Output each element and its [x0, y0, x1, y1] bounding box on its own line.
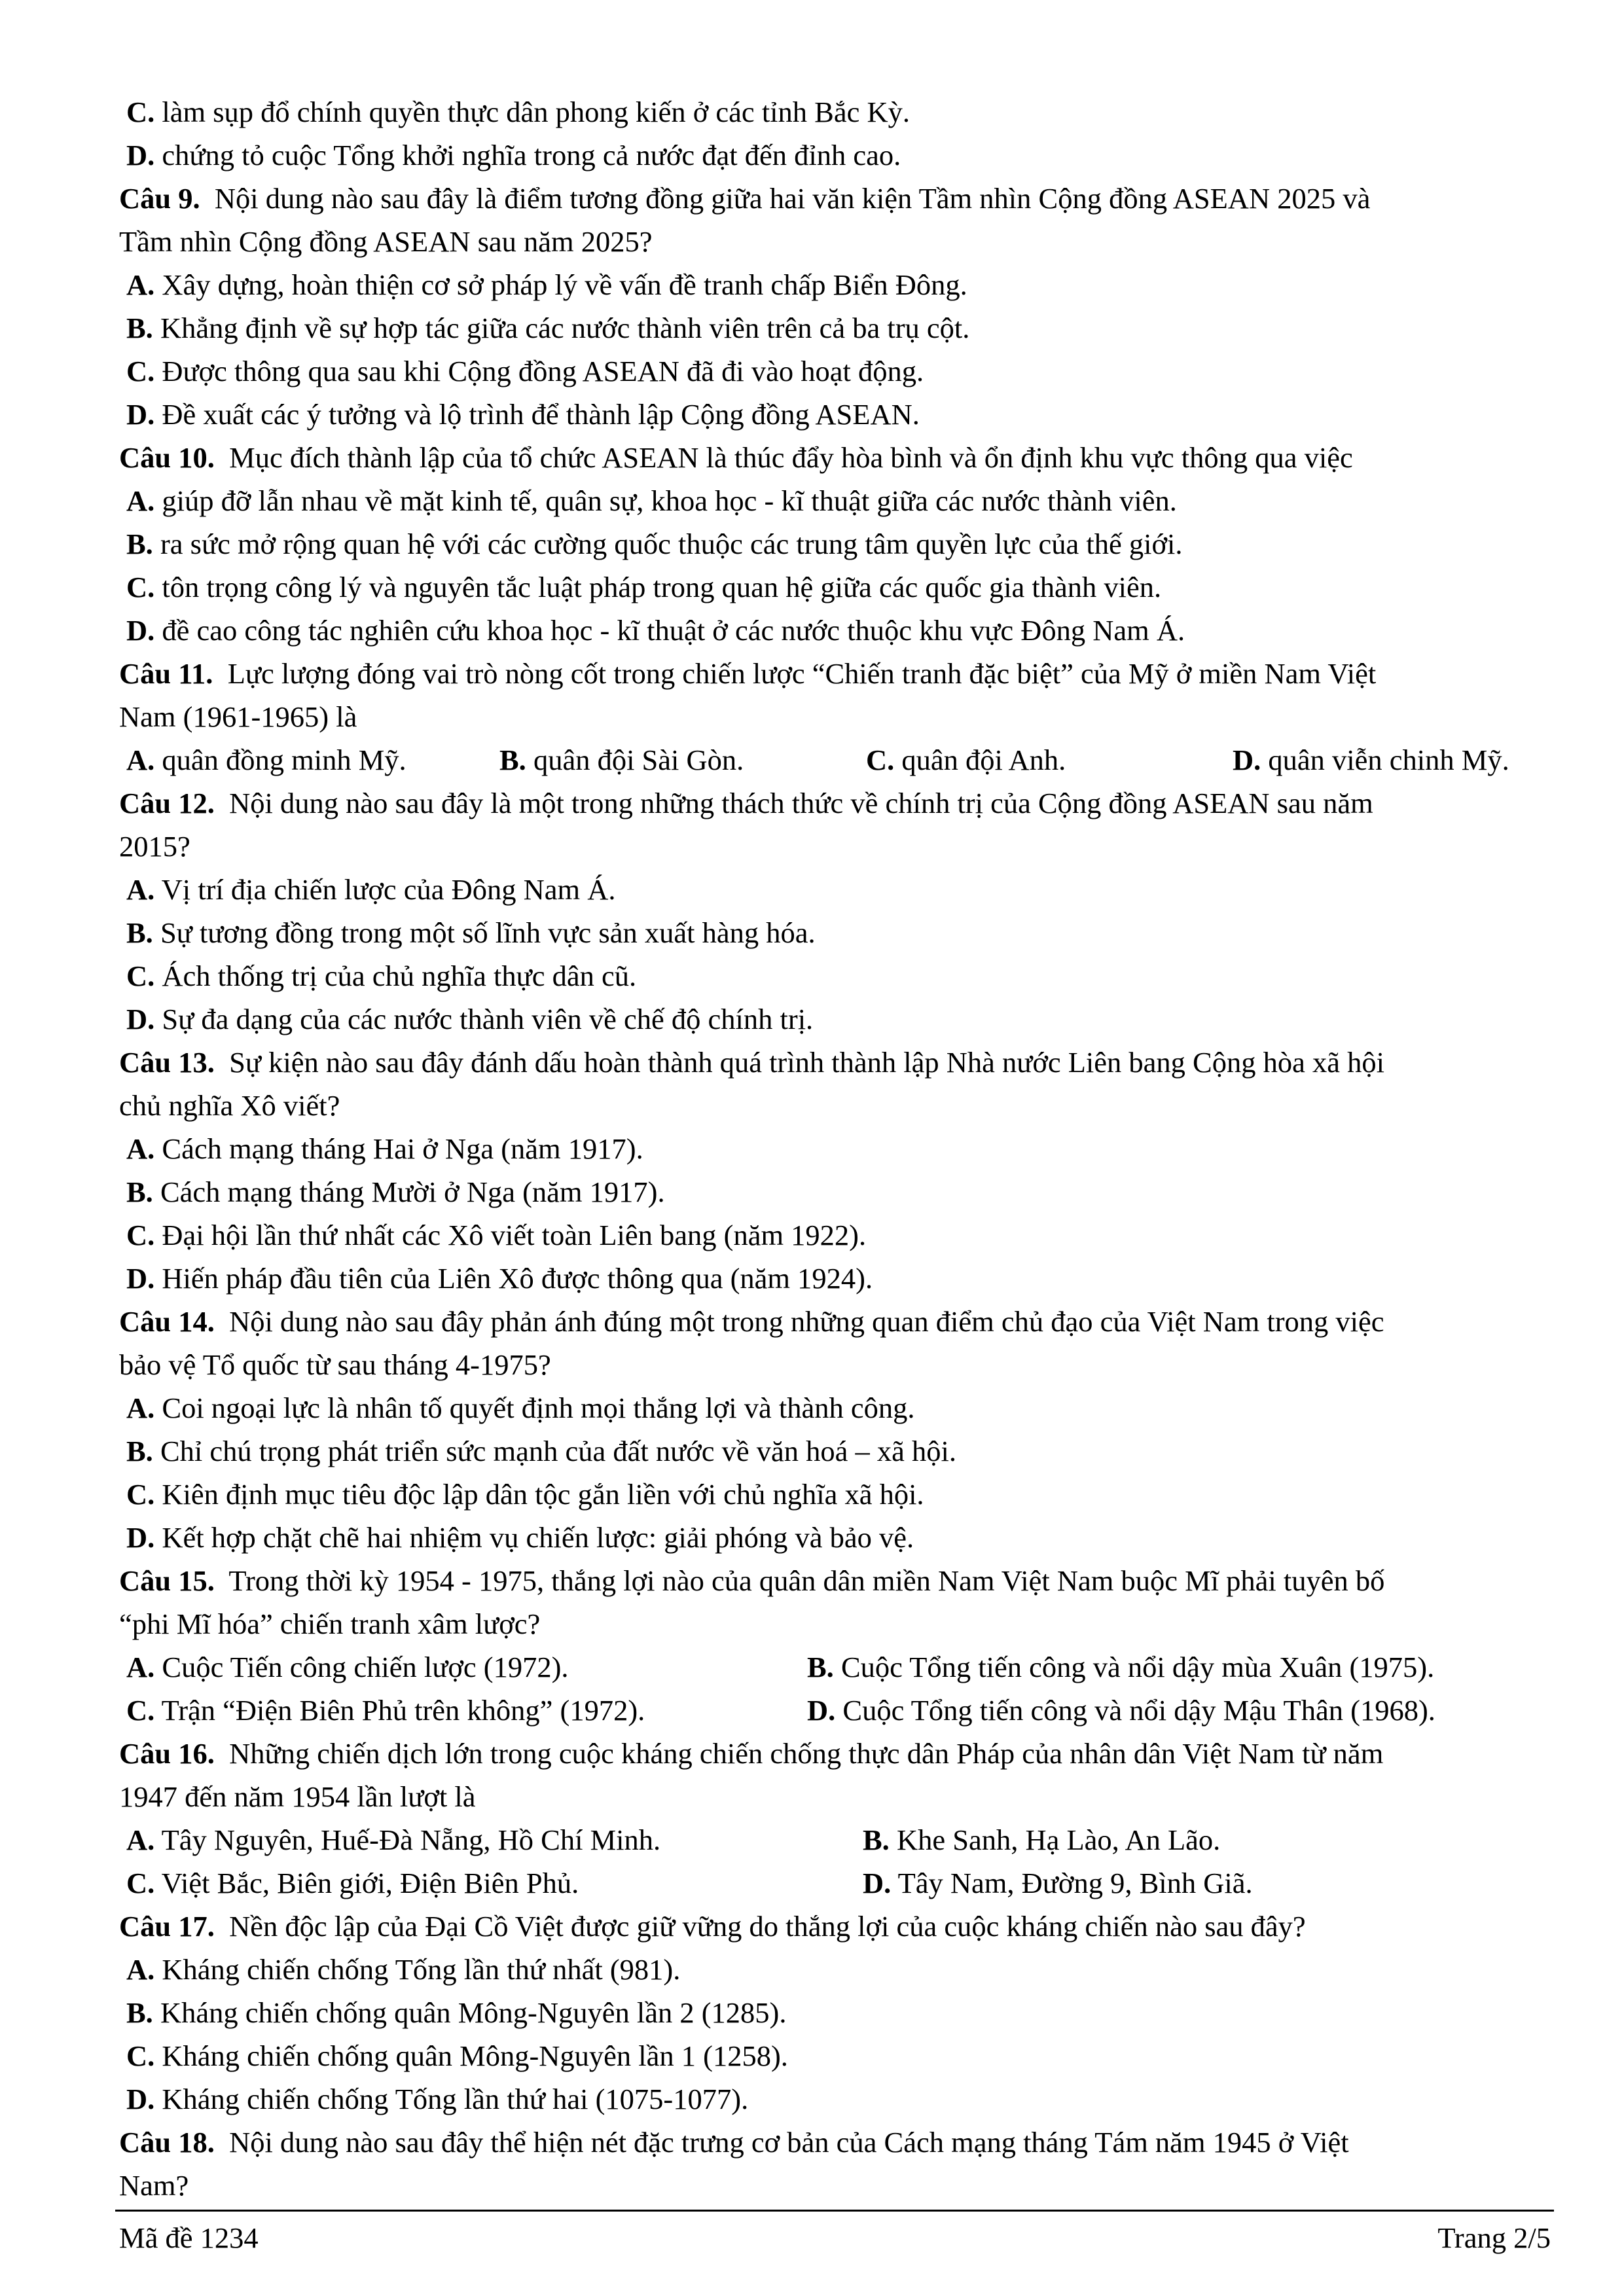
option-d: D. Sự đa dạng của các nước thành viên về chế độ chính trị. — [126, 1003, 814, 1035]
question-14 — [119, 1300, 1550, 1559]
option-b: B. ra sức mở rộng quan hệ với các cường quốc thuộc các trung tâm quyền lực của thế giới. — [126, 528, 1183, 560]
option-a: A. Kháng chiến chống Tống lần thứ nhất (981). — [126, 1953, 681, 1986]
page-number: Trang 2/5 — [1437, 2221, 1551, 2254]
question-stem-cont: 1947 đến năm 1954 lần lượt là — [119, 1780, 476, 1813]
option-c: C. Ách thống trị của chủ nghĩa thực dân cũ. — [126, 960, 637, 992]
question-stem: Câu 11. Lực lượng đóng vai trò nòng cốt trong chiến lược “Chiến tranh đặc biệt” của Mỹ ở miền Nam Việt — [119, 657, 1377, 690]
question-stem: Câu 12. Nội dung nào sau đây là một trong những thách thức về chính trị của Cộng đồng ASEAN sau năm — [119, 787, 1373, 819]
option-d: D. Đề xuất các ý tưởng và lộ trình để thành lập Cộng đồng ASEAN. — [126, 398, 920, 431]
question-stem-cont: chủ nghĩa Xô viết? — [119, 1089, 340, 1122]
question-stem-cont: Tầm nhìn Cộng đồng ASEAN sau năm 2025? — [119, 225, 653, 258]
options-row — [119, 1861, 1550, 1905]
question-17 — [119, 1905, 1550, 2121]
question-stem: Câu 14. Nội dung nào sau đây phản ánh đúng một trong những quan điểm chủ đạo của Việt Nam trong việc — [119, 1305, 1384, 1338]
options-row — [119, 1818, 1550, 1861]
option-c: C. Kiên định mục tiêu độc lập dân tộc gắn liền với chủ nghĩa xã hội. — [126, 1478, 924, 1511]
question-stem-cont: “phi Mĩ hóa” chiến tranh xâm lược? — [119, 1607, 541, 1640]
option-a: A. Tây Nguyên, Huế-Đà Nẵng, Hồ Chí Minh. — [126, 1823, 661, 1856]
question-9 — [119, 177, 1550, 436]
option-d: D. đề cao công tác nghiên cứu khoa học - kĩ thuật ở các nước thuộc khu vực Đông Nam Á. — [126, 614, 1185, 647]
question-stem-cont: Nam? — [119, 2169, 189, 2202]
option-a: A. Xây dựng, hoàn thiện cơ sở pháp lý về vấn đề tranh chấp Biển Đông. — [126, 268, 967, 301]
question-stem: Câu 9. Nội dung nào sau đây là điểm tương đồng giữa hai văn kiện Tầm nhìn Cộng đồng ASEAN 2025 và — [119, 182, 1371, 215]
option-b: B. Cách mạng tháng Mười ở Nga (năm 1917). — [126, 1175, 665, 1208]
question-15 — [119, 1559, 1550, 1732]
question-stem: Câu 13. Sự kiện nào sau đây đánh dấu hoàn thành quá trình thành lập Nhà nước Liên bang Cộng hòa xã hội — [119, 1046, 1384, 1079]
options-row — [119, 738, 1550, 781]
option-d: D. Hiến pháp đầu tiên của Liên Xô được thông qua (năm 1924). — [126, 1262, 873, 1295]
option-c: C. Được thông qua sau khi Cộng đồng ASEAN đã đi vào hoạt động. — [126, 355, 924, 387]
question-stem: Câu 10. Mục đích thành lập của tổ chức ASEAN là thúc đẩy hòa bình và ổn định khu vực thông qua việc — [119, 441, 1353, 474]
option-b: B. Khẳng định về sự hợp tác giữa các nước thành viên trên cả ba trụ cột. — [126, 312, 970, 344]
option-b: B. quân đội Sài Gòn. — [499, 744, 744, 776]
question-18 — [119, 2121, 1550, 2207]
option-a: A. giúp đỡ lẫn nhau về mặt kinh tế, quân sự, khoa học - kĩ thuật giữa các nước thành viên. — [126, 484, 1177, 517]
option-a: A. quân đồng minh Mỹ. — [126, 744, 406, 776]
question-10 — [119, 436, 1550, 652]
question-stem: Câu 16. Những chiến dịch lớn trong cuộc kháng chiến chống thực dân Pháp của nhân dân Việt Nam từ năm — [119, 1737, 1384, 1770]
option-c: C. Việt Bắc, Biên giới, Điện Biên Phủ. — [126, 1867, 579, 1899]
exam-code: Mã đề 1234 — [119, 2221, 259, 2254]
option-a: A. Cuộc Tiến công chiến lược (1972). — [126, 1651, 569, 1683]
options-row — [119, 1645, 1550, 1689]
question-11 — [119, 652, 1550, 781]
question-stem-cont: bảo vệ Tổ quốc từ sau tháng 4-1975? — [119, 1348, 551, 1381]
option-c: C. Trận “Điện Biên Phủ trên không” (1972). — [126, 1694, 645, 1727]
option-d: D. quân viễn chinh Mỹ. — [1233, 744, 1509, 776]
option-b: B. Sự tương đồng trong một số lĩnh vực sản xuất hàng hóa. — [126, 916, 816, 949]
option-b: B. Khe Sanh, Hạ Lào, An Lão. — [863, 1823, 1221, 1856]
option-a: A. Cách mạng tháng Hai ở Nga (năm 1917). — [126, 1132, 643, 1165]
question-stem: Câu 17. Nền độc lập của Đại Cồ Việt được giữ vững do thắng lợi của cuộc kháng chiến nào sau đây? — [119, 1910, 1306, 1943]
question-12 — [119, 781, 1550, 1041]
option-a: A. Coi ngoại lực là nhân tố quyết định mọi thắng lợi và thành công. — [126, 1391, 915, 1424]
question-stem: Câu 15. Trong thời kỳ 1954 - 1975, thắng lợi nào của quân dân miền Nam Việt Nam buộc Mĩ phải tuyên bố — [119, 1564, 1385, 1597]
option-c: C. quân đội Anh. — [866, 744, 1066, 776]
option-b: B. Chỉ chú trọng phát triển sức mạnh của đất nước về văn hoá – xã hội. — [126, 1435, 957, 1467]
option-d: D. chứng tỏ cuộc Tổng khởi nghĩa trong cả nước đạt đến đỉnh cao. — [126, 139, 901, 171]
option-d: D. Cuộc Tổng tiến công và nổi dậy Mậu Thân (1968). — [807, 1694, 1435, 1727]
options-row — [119, 1689, 1550, 1732]
option-b: B. Cuộc Tổng tiến công và nổi dậy mùa Xuân (1975). — [807, 1651, 1435, 1683]
option-b: B. Kháng chiến chống quân Mông-Nguyên lần 2 (1285). — [126, 1996, 787, 2029]
footer-divider — [115, 2210, 1554, 2212]
option-d: D. Kết hợp chặt chẽ hai nhiệm vụ chiến lược: giải phóng và bảo vệ. — [126, 1521, 914, 1554]
exam-page — [119, 90, 1550, 2207]
option-c: C. làm sụp đổ chính quyền thực dân phong kiến ở các tỉnh Bắc Kỳ. — [126, 96, 910, 128]
question-stem-cont: 2015? — [119, 830, 190, 863]
option-c: C. Kháng chiến chống quân Mông-Nguyên lần 1 (1258). — [126, 2039, 788, 2072]
question-13 — [119, 1041, 1550, 1300]
option-d: D. Kháng chiến chống Tống lần thứ hai (1075-1077). — [126, 2083, 749, 2115]
question-stem: Câu 18. Nội dung nào sau đây thể hiện nét đặc trưng cơ bản của Cách mạng tháng Tám năm 1945 ở Việt — [119, 2126, 1349, 2159]
option-a: A. Vị trí địa chiến lược của Đông Nam Á. — [126, 873, 616, 906]
question-16 — [119, 1732, 1550, 1905]
option-c: C. tôn trọng công lý và nguyên tắc luật pháp trong quan hệ giữa các quốc gia thành viên. — [126, 571, 1162, 603]
option-c: C. Đại hội lần thứ nhất các Xô viết toàn Liên bang (năm 1922). — [126, 1219, 867, 1251]
question-stem-cont: Nam (1961-1965) là — [119, 700, 357, 733]
option-d: D. Tây Nam, Đường 9, Bình Giã. — [863, 1867, 1253, 1899]
